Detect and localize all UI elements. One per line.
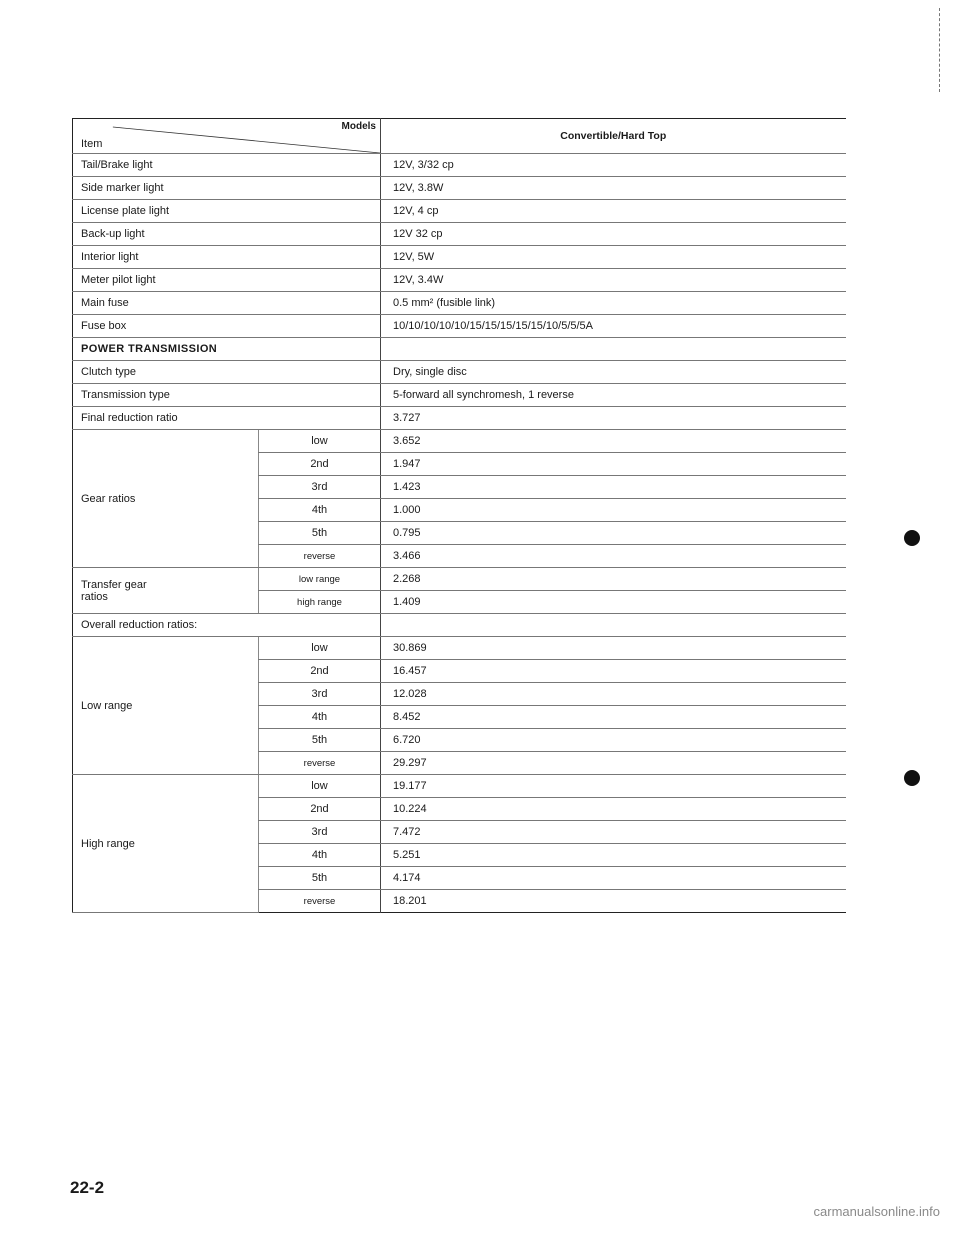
gear-label: 2nd — [259, 453, 381, 476]
row-item-label: Final reduction ratio — [73, 407, 381, 430]
table-row — [73, 292, 846, 315]
gear-label: low — [259, 430, 381, 453]
gear-value: 8.452 — [381, 706, 846, 729]
table-row — [73, 568, 846, 591]
group-label-low-range: Low range — [73, 637, 259, 775]
section-empty-value — [381, 614, 846, 637]
binder-hole-mark-bottom — [904, 770, 920, 786]
transfer-range-label: high range — [259, 591, 381, 614]
specifications-table — [72, 118, 846, 913]
gear-value: 0.795 — [381, 522, 846, 545]
binder-hole-mark-top — [904, 530, 920, 546]
gear-label: 3rd — [259, 821, 381, 844]
table-row — [73, 430, 846, 453]
gear-label: 4th — [259, 499, 381, 522]
section-row-overall-reduction — [73, 614, 846, 637]
row-item-label: Meter pilot light — [73, 269, 381, 292]
gear-label: 5th — [259, 522, 381, 545]
row-value: Dry, single disc — [381, 361, 846, 384]
transfer-range-label: low range — [259, 568, 381, 591]
gear-label: reverse — [259, 752, 381, 775]
gear-value: 3.466 — [381, 545, 846, 568]
gear-label: 2nd — [259, 660, 381, 683]
row-item-label: Back-up light — [73, 223, 381, 246]
row-item-label: Clutch type — [73, 361, 381, 384]
row-item-label: License plate light — [73, 200, 381, 223]
row-item-label: Side marker light — [73, 177, 381, 200]
table-header-row — [73, 119, 846, 154]
gear-label: 4th — [259, 706, 381, 729]
group-label-high-range: High range — [73, 775, 259, 913]
gear-label: 3rd — [259, 476, 381, 499]
gear-label: 3rd — [259, 683, 381, 706]
table-row — [73, 246, 846, 269]
table-row — [73, 775, 846, 798]
gear-label: 2nd — [259, 798, 381, 821]
row-value: 10/10/10/10/10/15/15/15/15/15/10/5/5/5A — [381, 315, 846, 338]
gear-value: 12.028 — [381, 683, 846, 706]
row-item-label: Tail/Brake light — [73, 154, 381, 177]
table-row — [73, 407, 846, 430]
gear-value: 3.652 — [381, 430, 846, 453]
gear-label: 5th — [259, 729, 381, 752]
gear-value: 16.457 — [381, 660, 846, 683]
gear-value: 1.947 — [381, 453, 846, 476]
table-row — [73, 223, 846, 246]
gear-label: low — [259, 775, 381, 798]
row-value: 12V, 5W — [381, 246, 846, 269]
row-item-label: Main fuse — [73, 292, 381, 315]
transfer-gear-label-line2: ratios — [81, 590, 108, 603]
transfer-range-value: 2.268 — [381, 568, 846, 591]
table-row — [73, 384, 846, 407]
row-value: 12V, 4 cp — [381, 200, 846, 223]
row-value: 3.727 — [381, 407, 846, 430]
header-item-cell — [73, 119, 381, 154]
row-item-label: Interior light — [73, 246, 381, 269]
header-item-label: Item — [81, 138, 103, 150]
table-row — [73, 177, 846, 200]
gear-value: 10.224 — [381, 798, 846, 821]
row-value: 0.5 mm² (fusible link) — [381, 292, 846, 315]
header-diagonal-line — [73, 119, 380, 153]
gear-value: 7.472 — [381, 821, 846, 844]
transfer-range-value: 1.409 — [381, 591, 846, 614]
gear-label: low — [259, 637, 381, 660]
gear-value: 29.297 — [381, 752, 846, 775]
gear-value: 4.174 — [381, 867, 846, 890]
page-number: 22-2 — [70, 1178, 105, 1197]
table-row — [73, 637, 846, 660]
group-label-gear-ratios: Gear ratios — [73, 430, 259, 568]
gear-value: 30.869 — [381, 637, 846, 660]
page-edge-mark — [939, 8, 942, 92]
table-row — [73, 361, 846, 384]
header-column-label: Convertible/Hard Top — [381, 119, 846, 154]
overall-reduction-label: Overall reduction ratios: — [73, 614, 381, 637]
row-value: 12V, 3.8W — [381, 177, 846, 200]
row-item-label: Transmission type — [73, 384, 381, 407]
gear-label: 5th — [259, 867, 381, 890]
gear-value: 19.177 — [381, 775, 846, 798]
table-row — [73, 200, 846, 223]
row-value: 5-forward all synchromesh, 1 reverse — [381, 384, 846, 407]
gear-label: 4th — [259, 844, 381, 867]
header-models-label: Models — [341, 121, 376, 132]
gear-value: 1.423 — [381, 476, 846, 499]
section-empty-value — [381, 338, 846, 361]
transfer-gear-label-line1: Transfer gear — [81, 578, 147, 591]
gear-value: 6.720 — [381, 729, 846, 752]
row-item-label: Fuse box — [73, 315, 381, 338]
section-heading-power-transmission: POWER TRANSMISSION — [73, 338, 381, 361]
group-label-transfer-gear — [73, 568, 259, 614]
gear-value: 18.201 — [381, 890, 846, 913]
row-value: 12V 32 cp — [381, 223, 846, 246]
table-row — [73, 269, 846, 292]
gear-value: 5.251 — [381, 844, 846, 867]
gear-label: reverse — [259, 890, 381, 913]
table-row — [73, 315, 846, 338]
watermark-text: carmanualsonline.info — [813, 1204, 940, 1219]
section-row-power-transmission — [73, 338, 846, 361]
table-row — [73, 154, 846, 177]
gear-value: 1.000 — [381, 499, 846, 522]
gear-label: reverse — [259, 545, 381, 568]
row-value: 12V, 3/32 cp — [381, 154, 846, 177]
row-value: 12V, 3.4W — [381, 269, 846, 292]
